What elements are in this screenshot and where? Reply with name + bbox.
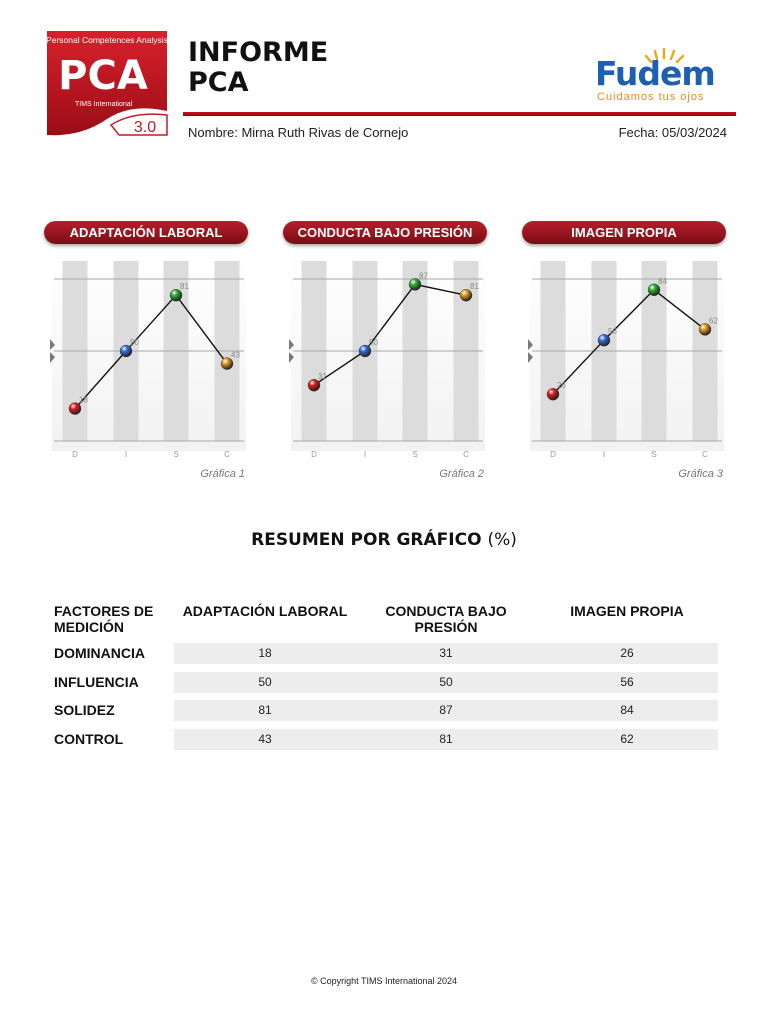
pca-logo-graphic [41, 29, 171, 139]
cell-value: 43 [258, 732, 272, 746]
x-tick-label: C [224, 450, 230, 459]
candidate-name: Nombre: Mirna Ruth Rivas de Cornejo [188, 125, 409, 140]
x-tick-label: D [72, 450, 78, 459]
chart-title: CONDUCTA BAJO PRESIÓN [283, 221, 487, 244]
chart-title: ADAPTACIÓN LABORAL [44, 221, 248, 244]
report-title-line1: INFORME [188, 37, 329, 68]
cell-value: 50 [439, 675, 453, 689]
table-row [54, 700, 718, 721]
data-label: 81 [180, 282, 189, 292]
cell-value: 26 [620, 646, 634, 660]
row-cells [174, 700, 718, 721]
table-row [54, 729, 718, 750]
data-point [170, 289, 182, 301]
brand-name: Fudem [595, 54, 715, 93]
data-point [359, 345, 371, 357]
x-tick-label: D [311, 450, 317, 459]
table-header-factor: FACTORES DE MEDICIÓN [54, 603, 154, 635]
logo-top-text: Personal Competences Analysis [46, 35, 168, 45]
x-tick-label: S [412, 450, 418, 459]
x-tick-label: C [463, 450, 469, 459]
data-label: 18 [79, 395, 88, 405]
data-point [547, 388, 559, 400]
x-tick-label: I [363, 450, 367, 459]
chart-caption: Gráfica 1 [200, 468, 245, 480]
data-label: 50 [369, 338, 378, 347]
footer-copyright: © Copyright TIMS International 2024 [310, 976, 458, 986]
cell-value: 84 [620, 703, 634, 717]
chart-caption: Gráfica 2 [439, 468, 484, 480]
data-point [699, 323, 711, 335]
chart-panel-2 [283, 221, 487, 491]
table-row [54, 643, 718, 664]
cell-value: 50 [258, 675, 272, 689]
row-cells [174, 643, 718, 664]
data-point [120, 345, 132, 357]
summary-title [0, 530, 768, 550]
row-cells [174, 672, 718, 693]
data-label: 81 [470, 282, 479, 292]
logo-sub-text: TIMS International [75, 101, 133, 108]
data-label: 62 [709, 316, 718, 326]
summary-title-text: RESUMEN POR GRÁFICO [251, 530, 482, 550]
table-header-conducta: CONDUCTA BAJO PRESIÓN [385, 603, 507, 635]
report-title-line2: PCA [188, 67, 249, 98]
data-label: 56 [608, 327, 617, 337]
cell-value: 81 [258, 703, 272, 717]
x-tick-label: C [702, 450, 708, 459]
chart-title: IMAGEN PROPIA [522, 221, 726, 244]
x-tick-label: I [124, 450, 128, 459]
logo-big-text: PCA [58, 53, 148, 99]
row-label: CONTROL [54, 731, 124, 747]
fudem-logo [595, 48, 725, 106]
summary-title-suffix: (%) [487, 530, 517, 550]
cell-value: 87 [439, 703, 453, 717]
data-point [648, 284, 660, 296]
x-tick-label: S [651, 450, 657, 459]
pca-logo [41, 29, 171, 139]
data-label: 87 [419, 271, 428, 281]
report-date: Fecha: 05/03/2024 [618, 125, 727, 140]
report-title [188, 38, 328, 98]
data-point [598, 334, 610, 346]
chart-graphic [283, 251, 487, 491]
chart-panel-3 [522, 221, 726, 491]
cell-value: 81 [439, 732, 453, 746]
data-label: 26 [557, 381, 566, 391]
table-header-imagen: IMAGEN PROPIA [570, 603, 684, 619]
data-label: 84 [658, 276, 667, 286]
chart-graphic [522, 251, 726, 491]
data-point [409, 278, 421, 290]
chart-caption: Gráfica 3 [678, 468, 723, 480]
cell-value: 56 [620, 675, 634, 689]
cell-value: 18 [258, 646, 272, 660]
data-point [69, 403, 81, 415]
row-cells [174, 729, 718, 750]
data-label: 43 [231, 350, 240, 360]
x-tick-label: D [550, 450, 556, 459]
logo-version: 3.0 [133, 119, 157, 136]
chart-graphic [44, 251, 248, 491]
x-tick-label: I [602, 450, 606, 459]
row-label: SOLIDEZ [54, 702, 115, 718]
data-point [308, 379, 320, 391]
cell-value: 31 [439, 646, 453, 660]
row-label: DOMINANCIA [54, 645, 145, 661]
data-label: 31 [318, 372, 327, 382]
table-header-adaptacion: ADAPTACIÓN LABORAL [182, 603, 348, 619]
row-label: INFLUENCIA [54, 674, 139, 690]
brand-tagline: Cuidamos tus ojos [597, 91, 705, 103]
table-row [54, 672, 718, 693]
cell-value: 62 [620, 732, 634, 746]
data-point [460, 289, 472, 301]
x-tick-label: S [173, 450, 179, 459]
data-label: 50 [130, 338, 139, 347]
data-point [221, 358, 233, 370]
chart-panel-1 [44, 221, 248, 491]
header-divider [183, 112, 736, 116]
